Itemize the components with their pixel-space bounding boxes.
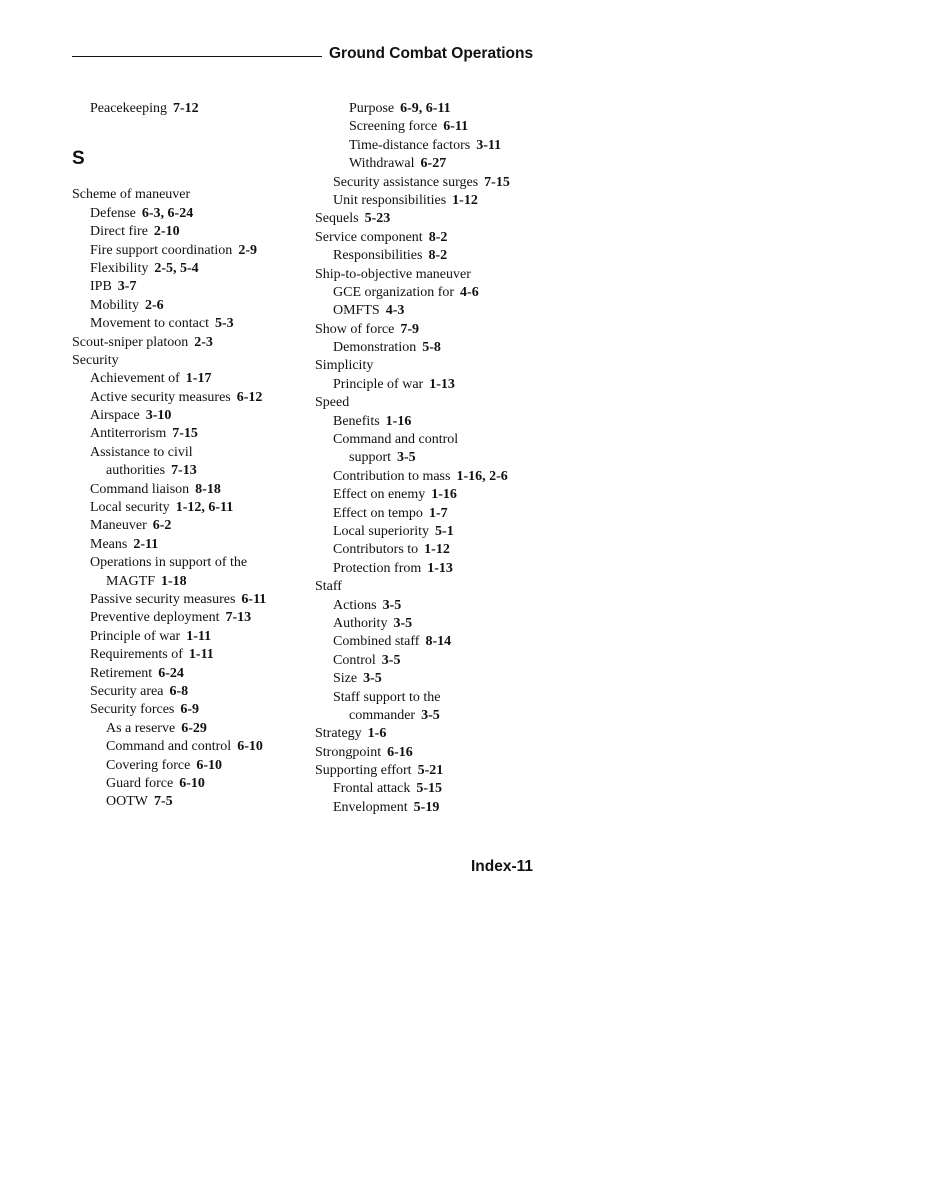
index-term: Service component xyxy=(315,229,423,245)
page-reference: 3-5 xyxy=(381,652,401,668)
index-subentry xyxy=(72,481,312,499)
index-term: Fire support coordination xyxy=(90,242,233,258)
index-subentry xyxy=(72,407,312,425)
index-subentry xyxy=(72,444,312,462)
page-reference: 5-8 xyxy=(422,340,441,356)
page-reference: 1-12, 6-11 xyxy=(175,500,234,516)
index-term: Maneuver xyxy=(90,518,147,534)
index-subentry xyxy=(315,707,555,725)
index-term: Security xyxy=(72,352,119,368)
index-term: Strategy xyxy=(315,726,362,742)
index-term: Airspace xyxy=(90,408,140,424)
index-subentry xyxy=(72,297,312,315)
index-term: Demonstration xyxy=(333,340,417,356)
index-entry xyxy=(72,334,312,352)
index-term: support xyxy=(349,450,391,466)
index-entry xyxy=(315,744,555,762)
index-term: Scheme of maneuver xyxy=(72,187,191,203)
index-subentry xyxy=(72,701,312,719)
page-reference: 6-2 xyxy=(152,518,172,534)
page-reference: 8-18 xyxy=(195,481,221,497)
page-reference: 6-12 xyxy=(236,389,263,405)
index-term: Responsibilities xyxy=(333,248,423,264)
index-subentry xyxy=(72,775,312,793)
page-reference: 4-6 xyxy=(460,284,479,300)
page-reference: 6-10 xyxy=(237,739,263,755)
index-subentry xyxy=(72,591,312,609)
index-subentry xyxy=(315,449,555,467)
index-term: Principle of war xyxy=(90,628,181,644)
index-term: Staff xyxy=(315,579,342,595)
index-subentry xyxy=(315,670,555,688)
page-reference: 6-29 xyxy=(181,720,207,736)
index-subentry xyxy=(315,118,555,136)
page-reference: 2-10 xyxy=(153,224,180,240)
index-term: Movement to contact xyxy=(90,316,209,332)
index-subentry xyxy=(72,738,312,756)
index-term: Screening force xyxy=(349,119,438,135)
page-reference: 7-13 xyxy=(225,610,252,626)
page-reference: 6-11 xyxy=(241,591,267,607)
index-entry xyxy=(72,186,312,204)
index-term: Passive security measures xyxy=(90,591,236,607)
index-subentry xyxy=(315,302,555,320)
index-subentry xyxy=(72,536,312,554)
index-term: Effect on enemy xyxy=(333,487,426,503)
index-entry xyxy=(315,229,555,247)
page-reference: 5-15 xyxy=(416,781,443,797)
page-reference: 6-10 xyxy=(196,757,223,773)
index-term: Principle of war xyxy=(333,376,424,392)
index-term: Defense xyxy=(90,205,136,221)
index-term: Simplicity xyxy=(315,358,374,374)
index-term: Actions xyxy=(333,597,377,613)
index-entry xyxy=(315,210,555,228)
index-subentry xyxy=(315,523,555,541)
index-term: commander xyxy=(349,707,416,723)
index-term: Combined staff xyxy=(333,634,420,650)
index-term: IPB xyxy=(90,279,112,295)
index-entry xyxy=(315,394,555,412)
page-reference: 8-2 xyxy=(428,248,448,264)
index-subentry xyxy=(72,462,312,480)
page-reference: 1-17 xyxy=(185,371,212,387)
index-subentry xyxy=(72,517,312,535)
index-subentry xyxy=(72,499,312,517)
page-number: Index-11 xyxy=(471,858,534,875)
index-subentry xyxy=(315,137,555,155)
index-subentry xyxy=(315,633,555,651)
index-term: Time-distance factors xyxy=(349,137,471,153)
page-reference: 7-15 xyxy=(172,426,198,442)
index-term: GCE organization for xyxy=(333,284,455,300)
index-subentry xyxy=(315,560,555,578)
index-subentry xyxy=(72,315,312,333)
index-term: MAGTF xyxy=(106,573,156,589)
index-term: Control xyxy=(333,652,376,668)
page-reference: 1-13 xyxy=(429,376,455,392)
index-term: Achievement of xyxy=(90,371,180,387)
page-reference: 1-16 xyxy=(431,487,457,503)
page-reference: 3-10 xyxy=(145,408,172,424)
page-reference: 7-9 xyxy=(400,321,419,337)
index-entry xyxy=(315,762,555,780)
index-term: Benefits xyxy=(333,413,380,429)
index-term: Contributors to xyxy=(333,542,419,558)
index-term: Ship-to-objective maneuver xyxy=(315,266,471,282)
page-reference: 1-11 xyxy=(186,628,212,644)
page-reference: 2-5, 5-4 xyxy=(154,260,199,276)
index-term: Covering force xyxy=(106,757,191,773)
index-term: Mobility xyxy=(90,297,140,313)
index-entry xyxy=(315,725,555,743)
index-subentry xyxy=(72,223,312,241)
index-subentry xyxy=(72,720,312,738)
index-term: authorities xyxy=(106,463,166,479)
page-reference: 6-8 xyxy=(169,683,189,699)
page-reference: 6-9, 6-11 xyxy=(400,101,451,116)
page-reference: 3-11 xyxy=(476,137,502,153)
index-subentry xyxy=(315,155,555,173)
index-subentry xyxy=(72,205,312,223)
index-term: Security area xyxy=(90,683,164,699)
page-reference: 5-21 xyxy=(417,763,444,779)
page-reference: 6-10 xyxy=(179,775,205,791)
index-term: Staff support to the xyxy=(333,689,441,705)
index-term: Preventive deployment xyxy=(90,610,220,626)
page-reference: 7-13 xyxy=(171,463,197,479)
page-reference: 5-19 xyxy=(413,799,440,815)
index-subentry xyxy=(72,554,312,572)
index-term: Flexibility xyxy=(90,260,149,276)
index-subentry xyxy=(72,665,312,683)
index-subentry xyxy=(72,425,312,443)
page-reference: 3-5 xyxy=(421,707,440,723)
index-term: Local security xyxy=(90,500,170,516)
index-term: Direct fire xyxy=(90,224,148,240)
index-subentry xyxy=(315,780,555,798)
page-reference: 1-7 xyxy=(428,505,448,521)
index-term: Strongpoint xyxy=(315,744,382,760)
index-term: Guard force xyxy=(106,775,174,791)
index-subentry xyxy=(315,652,555,670)
page-reference: 7-12 xyxy=(172,101,199,116)
page-reference: 5-1 xyxy=(435,523,454,539)
page-reference: 3-5 xyxy=(382,597,402,613)
index-term: Sequels xyxy=(315,211,359,227)
page-reference: 6-16 xyxy=(387,744,413,760)
index-subentry xyxy=(315,486,555,504)
page-reference: 3-7 xyxy=(117,279,137,295)
index-entry xyxy=(315,578,555,596)
index-subentry xyxy=(72,609,312,627)
index-term: Size xyxy=(333,671,358,687)
page-reference: 3-5 xyxy=(363,671,382,687)
page-reference: 7-15 xyxy=(484,174,510,190)
index-subentry xyxy=(315,100,555,118)
page-reference: 6-27 xyxy=(420,156,447,172)
index-subentry xyxy=(315,615,555,633)
index-term: Operations in support of the xyxy=(90,555,248,571)
index-term: Retirement xyxy=(90,665,153,681)
page-reference: 1-11 xyxy=(188,647,214,663)
index-term: Assistance to civil xyxy=(90,444,193,460)
index-subentry xyxy=(72,260,312,278)
index-subentry xyxy=(315,505,555,523)
index-term: Command liaison xyxy=(90,481,190,497)
index-subentry xyxy=(315,192,555,210)
page-reference: 2-9 xyxy=(238,242,257,258)
index-subentry xyxy=(72,370,312,388)
index-subentry xyxy=(72,683,312,701)
page-reference: 6-9 xyxy=(180,702,200,718)
page-reference: 3-5 xyxy=(393,615,413,631)
page-reference: 1-6 xyxy=(367,726,387,742)
index-subentry xyxy=(315,689,555,707)
index-subentry xyxy=(315,174,555,192)
page-reference: 1-12 xyxy=(452,192,478,208)
running-header-title: Ground Combat Operations xyxy=(329,45,534,62)
page-reference: 6-3, 6-24 xyxy=(141,205,194,221)
index-subentry xyxy=(72,389,312,407)
index-term: Frontal attack xyxy=(333,781,411,797)
page-reference: 2-6 xyxy=(145,297,164,313)
page-reference: 4-3 xyxy=(385,303,405,319)
page-reference: 1-12 xyxy=(424,542,450,558)
index-subentry xyxy=(72,646,312,664)
index-term: Authority xyxy=(333,615,388,631)
index-subentry xyxy=(72,793,312,811)
index-term: Security assistance surges xyxy=(333,174,479,190)
index-subentry xyxy=(315,339,555,357)
index-entry xyxy=(315,321,555,339)
page-reference: 1-16 xyxy=(385,413,412,429)
index-term: Local superiority xyxy=(333,523,430,539)
page-reference: 8-14 xyxy=(425,634,452,650)
index-subentry xyxy=(72,628,312,646)
index-term: Purpose xyxy=(349,101,395,116)
index-term: Scout-sniper platoon xyxy=(72,334,189,350)
index-subentry xyxy=(315,284,555,302)
index-term: Command and control xyxy=(333,432,459,448)
index-term: Contribution to mass xyxy=(333,468,451,484)
index-subentry xyxy=(315,376,555,394)
page-reference: 1-13 xyxy=(427,560,453,576)
index-entry xyxy=(72,352,312,370)
index-term: Effect on tempo xyxy=(333,505,423,521)
index-term: Withdrawal xyxy=(349,156,415,172)
index-term: Command and control xyxy=(106,739,232,755)
section-letter: S xyxy=(72,148,85,170)
index-subentry xyxy=(315,468,555,486)
index-term: Peacekeeping xyxy=(90,101,167,116)
index-subentry xyxy=(315,799,555,817)
index-term: Active security measures xyxy=(90,389,231,405)
index-term: Unit responsibilities xyxy=(333,192,447,208)
index-term: Means xyxy=(90,536,128,552)
page-reference: 2-11 xyxy=(133,536,159,552)
index-term: Antiterrorism xyxy=(90,426,167,442)
index-term: Security forces xyxy=(90,702,175,718)
index-term: Supporting effort xyxy=(315,763,412,779)
index-subentry xyxy=(72,278,312,296)
index-term: Envelopment xyxy=(333,799,408,815)
page-reference: 3-5 xyxy=(397,450,416,466)
index-term: Show of force xyxy=(315,321,395,337)
page-reference: 5-3 xyxy=(214,316,234,332)
page-reference: 8-2 xyxy=(428,229,448,245)
index-entry xyxy=(315,357,555,375)
index-subentry xyxy=(315,247,555,265)
page-reference: 6-24 xyxy=(158,665,184,681)
index-subentry xyxy=(72,573,312,591)
index-term: Requirements of xyxy=(90,647,183,663)
index-subentry xyxy=(315,541,555,559)
page-reference: 1-18 xyxy=(161,573,187,589)
page-reference: 7-5 xyxy=(154,794,173,810)
header-rule xyxy=(72,56,322,57)
index-entry xyxy=(315,266,555,284)
index-column-right xyxy=(315,100,555,817)
page-reference: 6-11 xyxy=(443,119,469,135)
index-term: As a reserve xyxy=(106,720,176,736)
index-column-left xyxy=(72,100,312,812)
index-term: OMFTS xyxy=(333,303,380,319)
index-term: Protection from xyxy=(333,560,422,576)
index-subentry xyxy=(315,413,555,431)
page-reference: 5-23 xyxy=(364,211,391,227)
page-reference: 1-16, 2-6 xyxy=(456,468,508,484)
index-term: OOTW xyxy=(106,794,148,810)
index-subentry xyxy=(72,757,312,775)
index-subentry xyxy=(315,597,555,615)
index-term: Speed xyxy=(315,395,350,411)
index-subentry xyxy=(315,431,555,449)
index-subentry xyxy=(72,100,312,118)
page-reference: 2-3 xyxy=(194,334,213,350)
index-subentry xyxy=(72,242,312,260)
